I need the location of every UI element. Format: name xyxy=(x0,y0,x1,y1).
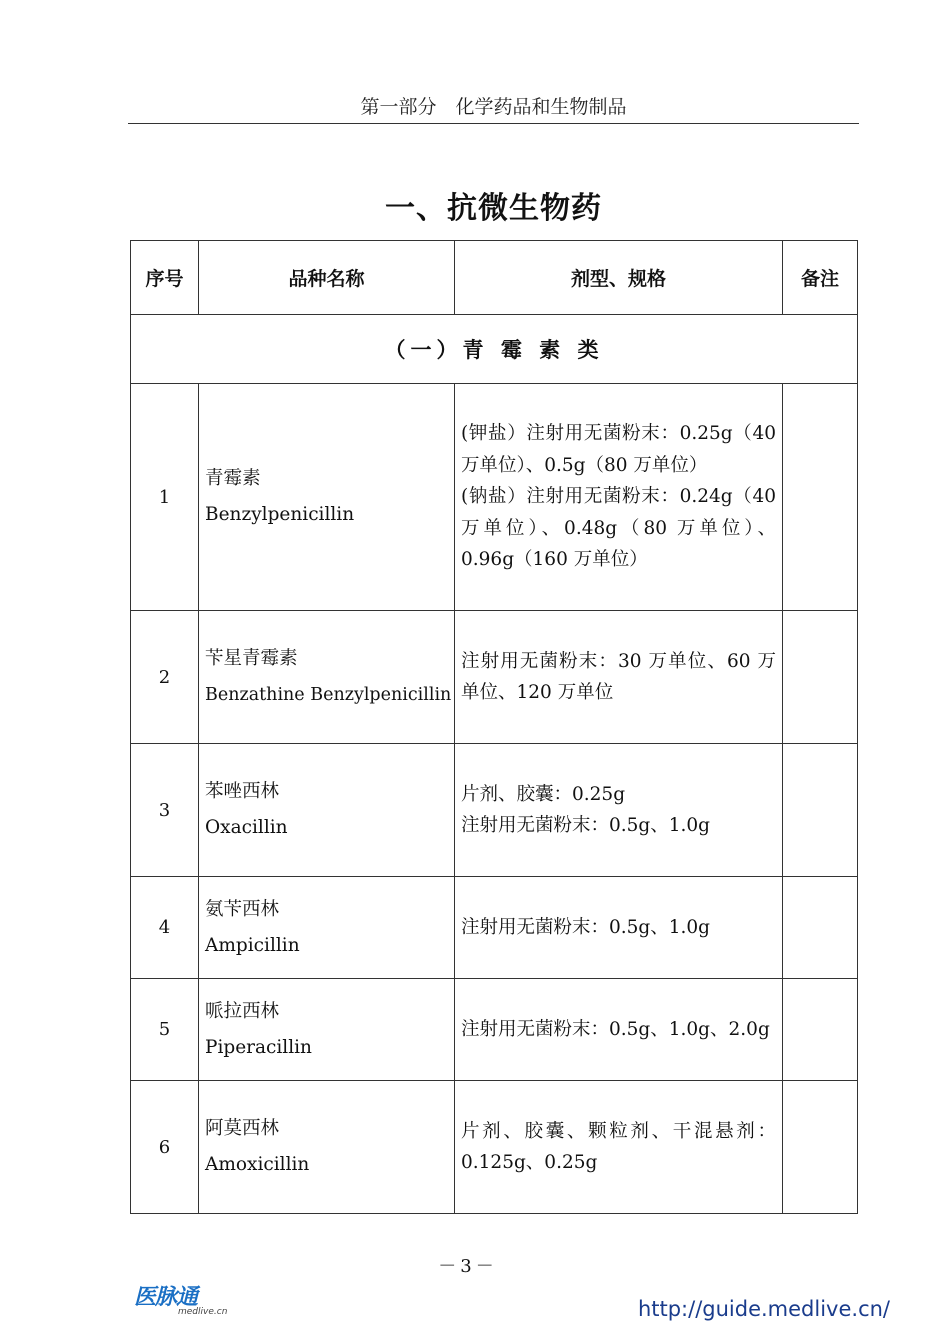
drug-note xyxy=(783,979,858,1081)
header-divider xyxy=(128,123,859,124)
drug-spec xyxy=(455,384,783,611)
spec-line: (钾盐）注射用无菌粉末：0.25g（40 万单位）、0.5g（80 万单位） xyxy=(461,423,776,476)
table-row xyxy=(131,1081,858,1214)
running-header: 第一部分 化学药品和生物制品 xyxy=(360,96,627,118)
drug-note xyxy=(783,1081,858,1214)
spec-line: 片剂、胶囊、颗粒剂、干混悬剂：0.125g、0.25g xyxy=(461,1120,776,1173)
row-number: 5 xyxy=(131,979,199,1081)
drug-note xyxy=(783,611,858,744)
drug-name xyxy=(199,979,455,1081)
table-row xyxy=(131,979,858,1081)
spec-line: 注射用无菌粉末：0.5g、1.0g、2.0g xyxy=(461,1018,770,1040)
table-row xyxy=(131,744,858,877)
source-url-link[interactable]: http://guide.medlive.cn/ xyxy=(637,1297,890,1321)
drug-note xyxy=(783,877,858,979)
spec-line: 注射用无菌粉末：0.5g、1.0g xyxy=(461,815,711,836)
drug-name xyxy=(199,384,455,611)
drug-name-cn: 哌拉西林 xyxy=(205,1000,280,1022)
row-number: 1 xyxy=(131,384,199,611)
table-header-row xyxy=(131,241,858,315)
drug-spec xyxy=(455,744,783,877)
group-title: （一）青 霉 素 类 xyxy=(131,315,858,384)
drug-spec xyxy=(455,877,783,979)
column-header-note: 备注 xyxy=(783,241,858,315)
column-header-number: 序号 xyxy=(131,241,199,315)
drug-name-en: Amoxicillin xyxy=(205,1154,310,1175)
drug-name xyxy=(199,1081,455,1214)
drug-name-en: Benzylpenicillin xyxy=(205,504,355,525)
drug-name xyxy=(199,744,455,877)
table-row xyxy=(131,877,858,979)
drug-note xyxy=(783,744,858,877)
drug-name-en: Ampicillin xyxy=(205,934,300,956)
drug-spec xyxy=(455,1081,783,1214)
table-row xyxy=(131,384,858,611)
drug-name-cn: 青霉素 xyxy=(205,468,261,489)
row-number: 6 xyxy=(131,1081,199,1214)
drug-list-table xyxy=(130,240,858,1214)
drug-name-en: Piperacillin xyxy=(205,1036,312,1058)
drug-name-cn: 苄星青霉素 xyxy=(205,648,298,669)
drug-spec xyxy=(455,979,783,1081)
row-number: 3 xyxy=(131,744,199,877)
spec-line: 注射用无菌粉末：0.5g、1.0g xyxy=(461,916,711,938)
spec-line: 注射用无菌粉末：30 万单位、60 万单位、120 万单位 xyxy=(461,650,776,703)
medlive-logo[interactable] xyxy=(134,1280,234,1322)
drug-name-cn: 苯唑西林 xyxy=(205,781,280,802)
drug-name-en: Oxacillin xyxy=(205,817,288,838)
column-header-name: 品种名称 xyxy=(199,241,455,315)
drug-name-cn: 氨苄西林 xyxy=(205,898,280,920)
drug-name xyxy=(199,877,455,979)
table-row xyxy=(131,611,858,744)
drug-spec xyxy=(455,611,783,744)
drug-name-cn: 阿莫西林 xyxy=(205,1118,280,1139)
drug-note xyxy=(783,384,858,611)
spec-line: (钠盐）注射用无菌粉末：0.24g（40 万单位）、0.48g（80 万单位）、0.96g（160 万单位） xyxy=(461,486,776,571)
logo-subtext: medlive.cn xyxy=(178,1307,228,1317)
section-title: 一、抗微生物药 xyxy=(385,191,602,226)
row-number: 2 xyxy=(131,611,199,744)
column-header-spec: 剂型、规格 xyxy=(455,241,783,315)
page-number: －3－ xyxy=(438,1256,498,1277)
drug-name xyxy=(199,611,455,744)
group-row-penicillins xyxy=(131,315,858,384)
row-number: 4 xyxy=(131,877,199,979)
logo-wordmark: 医脉通 xyxy=(134,1285,198,1310)
spec-line: 片剂、胶囊：0.25g xyxy=(461,783,626,805)
drug-name-en: Benzathine Benzylpenicillin xyxy=(205,685,452,705)
